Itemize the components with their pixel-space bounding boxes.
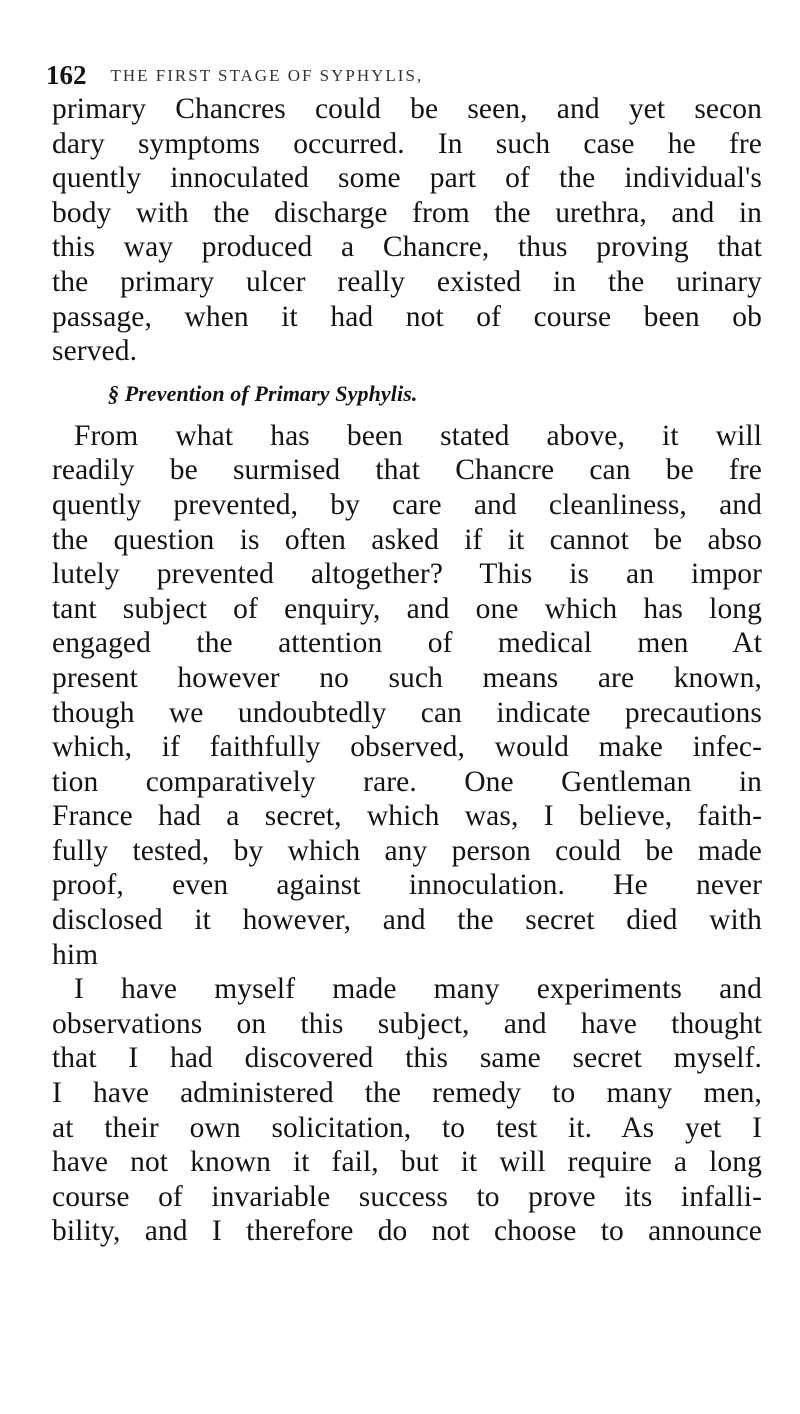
body-text (52, 92, 762, 1249)
text-line: tion comparatively rare. One Gentleman in (52, 765, 762, 798)
text-line: lutely prevented altogether? This is an impor (52, 558, 762, 591)
text-line: From what has been stated above, it will (74, 419, 762, 452)
text-line: engaged the attention of medical men At (52, 627, 762, 660)
text-line: that I had discovered this same secret myself. (52, 1042, 762, 1075)
text-line: fully tested, by which any person could be made (52, 834, 762, 867)
text-line: present however no such means are known, (52, 661, 762, 694)
text-line: bility, and I therefore do not choose to announce (52, 1215, 762, 1248)
running-head (46, 58, 766, 96)
page-number: 162 (46, 60, 87, 90)
text-line: tant subject of enquiry, and one which has long (52, 592, 762, 625)
text-line: quently prevented, by care and cleanliness, and (52, 488, 762, 521)
text-line: which, if faithfully observed, would make infec- (52, 731, 762, 764)
text-line: though we undoubtedly can indicate precautions (52, 696, 762, 729)
text-line: primary Chancres could be seen, and yet secon (52, 93, 762, 125)
text-line: disclosed it however, and the secret died with (52, 904, 762, 937)
text-line: body with the discharge from the urethra, and in (52, 196, 762, 229)
paragraph-continuation (52, 92, 762, 369)
text-line: dary symptoms occurred. In such case he fre (52, 127, 762, 160)
text-line: have not known it fail, but it will require a long (52, 1146, 762, 1179)
running-title: THE FIRST STAGE OF SYPHYLIS, (110, 66, 424, 85)
text-line: proof, even against innoculation. He never (52, 869, 762, 902)
text-line: observations on this subject, and have thought (52, 1007, 762, 1040)
text-line: course of invariable success to prove its infalli- (52, 1180, 762, 1213)
text-line: the question is often asked if it cannot be abso (52, 523, 762, 556)
text-line: him (52, 938, 99, 971)
text-line: quently innoculated some part of the individual's (52, 162, 762, 195)
section-heading: § Prevention of Primary Syphylis. (108, 380, 418, 406)
text-line: the primary ulcer really existed in the urinary (52, 265, 762, 298)
text-line: at their own solicitation, to test it. As yet I (52, 1111, 762, 1144)
text-line: I have myself made many experiments and (74, 973, 762, 1006)
text-line: readily be surmised that Chancre can be fre (52, 454, 762, 487)
paragraph-prevention (52, 419, 762, 973)
text-line: passage, when it had not of course been ob (52, 300, 762, 333)
text-line: served. (52, 335, 138, 368)
text-line: this way produced a Chancre, thus proving that (52, 231, 762, 264)
text-line: France had a secret, which was, I believe, faith- (52, 800, 762, 833)
text-line: I have administered the remedy to many men, (52, 1077, 762, 1110)
paragraph-experiments (52, 972, 762, 1249)
